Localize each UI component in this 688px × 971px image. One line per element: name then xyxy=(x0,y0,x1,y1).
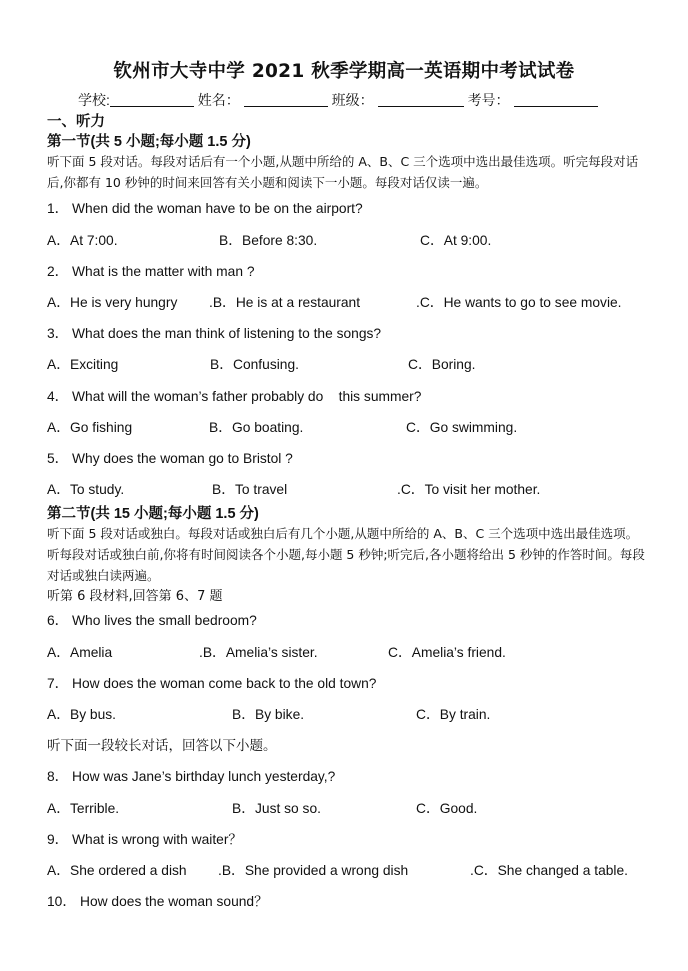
question-5-option-a[interactable]: A．To study. xyxy=(47,482,125,497)
question-8-option-c[interactable]: C．Good. xyxy=(416,801,478,816)
exam-title: 钦州市大寺中学 2021 秋季学期高一英语期中考试试卷 xyxy=(113,61,575,82)
question-5 xyxy=(47,447,293,467)
question-8-option-b[interactable]: B．Just so so. xyxy=(232,801,321,816)
section2-heading: 第二节(共 15 小题;每小题 1.5 分) xyxy=(47,506,259,522)
question-8-option-a[interactable]: A．Terrible. xyxy=(47,801,120,816)
material-note: 听第 6 段材料,回答第 6、7 题 xyxy=(47,589,223,604)
question-5-option-b[interactable]: B．To travel xyxy=(212,482,288,497)
question-number: 5． xyxy=(47,451,69,466)
long-dialogue-note: 听下面一段较长对话，回答以下小题。 xyxy=(47,738,277,754)
question-2-option-c[interactable]: .C．He wants to go to see movie. xyxy=(416,295,622,310)
question-9 xyxy=(47,828,242,848)
question-1 xyxy=(47,197,363,217)
part1-heading: 一、听力 xyxy=(47,114,105,130)
question-7 xyxy=(47,672,376,692)
question-1-option-b[interactable]: B．Before 8:30. xyxy=(219,233,318,248)
question-5-option-c[interactable]: .C．To visit her mother. xyxy=(397,482,541,497)
question-2-option-b[interactable]: .B．He is at a restaurant xyxy=(209,295,361,310)
number-blank[interactable] xyxy=(514,92,598,107)
question-number: 10． xyxy=(47,894,77,909)
question-number: 3． xyxy=(47,326,69,341)
question-text: Why does the woman go to Bristol ? xyxy=(72,451,293,466)
section1-heading: 第一节(共 5 小题;每小题 1.5 分) xyxy=(47,134,251,150)
question-3-option-a[interactable]: A．Exciting xyxy=(47,357,119,372)
question-number: 7． xyxy=(47,676,69,691)
name-label: 姓名： xyxy=(197,92,240,108)
question-number: 1． xyxy=(47,201,69,216)
number-label: 考号： xyxy=(467,92,510,108)
question-text: How does the woman come back to the old town? xyxy=(72,676,377,691)
question-2-option-a[interactable]: A．He is very hungry xyxy=(47,295,178,310)
question-text: Who lives the small bedroom? xyxy=(72,613,257,628)
question-3-option-b[interactable]: B．Confusing. xyxy=(210,357,299,372)
question-4 xyxy=(47,385,421,405)
section1-instructions: 听下面 5 段对话。每段对话后有一个小题,从题中所给的 A、B、C 三个选项中选出最佳选项。听完每段对话后,你都有 10 秒钟的时间来回答有关小题和阅读下一小题。每段对话仅读一遍。 xyxy=(47,154,639,190)
question-9-option-b[interactable]: .B．She provided a wrong dish xyxy=(218,863,409,878)
question-3-option-c[interactable]: C．Boring. xyxy=(408,357,476,372)
question-1-option-c[interactable]: C．At 9:00. xyxy=(420,233,492,248)
question-number: 8． xyxy=(47,769,69,784)
question-7-option-b[interactable]: B．By bike. xyxy=(232,707,305,722)
question-6-option-b[interactable]: .B．Amelia’s sister. xyxy=(199,645,318,660)
question-4-option-a[interactable]: A．Go fishing xyxy=(47,420,133,435)
question-10 xyxy=(47,890,268,910)
question-8 xyxy=(47,765,335,785)
school-label: 学校: xyxy=(78,92,110,108)
question-number: 9． xyxy=(47,832,69,847)
question-7-option-c[interactable]: C．By train. xyxy=(416,707,491,722)
question-number: 4． xyxy=(47,389,69,404)
question-text: What is wrong with waiter？ xyxy=(72,832,243,847)
class-blank[interactable] xyxy=(378,92,464,107)
question-4-option-c[interactable]: C．Go swimming. xyxy=(406,420,518,435)
question-text: What does the man think of listening to the songs? xyxy=(72,326,382,341)
section2-instructions: 听下面 5 段对话或独白。每段对话或独白后有几个小题,从题中所给的 A、B、C 三个选项中选出最佳选项。听每段对话或独白前,你将有时间阅读各个小题,每小题 5 秒钟;听完后,各小题将给出 5 秒钟的作答时间。每段对话或独白读两遍。 xyxy=(47,526,645,583)
question-6-option-a[interactable]: A．Amelia xyxy=(47,645,113,660)
question-6-option-c[interactable]: C．Amelia’s friend. xyxy=(388,645,506,660)
question-3 xyxy=(47,322,381,342)
question-2 xyxy=(47,260,255,280)
question-text: What will the woman’s father probably do this summer? xyxy=(72,389,422,404)
question-4-option-b[interactable]: B．Go boating. xyxy=(209,420,304,435)
question-number: 6． xyxy=(47,613,69,628)
question-text: How was Jane’s birthday lunch yesterday,? xyxy=(72,769,336,784)
class-label: 班级： xyxy=(331,92,374,108)
question-9-option-c[interactable]: .C．She changed a table. xyxy=(470,863,629,878)
student-info-line xyxy=(78,90,598,110)
question-6 xyxy=(47,609,257,629)
question-number: 2． xyxy=(47,264,69,279)
school-blank[interactable] xyxy=(110,92,194,107)
question-1-option-a[interactable]: A．At 7:00. xyxy=(47,233,118,248)
question-9-option-a[interactable]: A．She ordered a dish xyxy=(47,863,187,878)
name-blank[interactable] xyxy=(244,92,328,107)
question-text: When did the woman have to be on the airport? xyxy=(72,201,363,216)
question-text: How does the woman sound？ xyxy=(80,894,268,909)
question-text: What is the matter with man ? xyxy=(72,264,255,279)
question-7-option-a[interactable]: A．By bus. xyxy=(47,707,117,722)
